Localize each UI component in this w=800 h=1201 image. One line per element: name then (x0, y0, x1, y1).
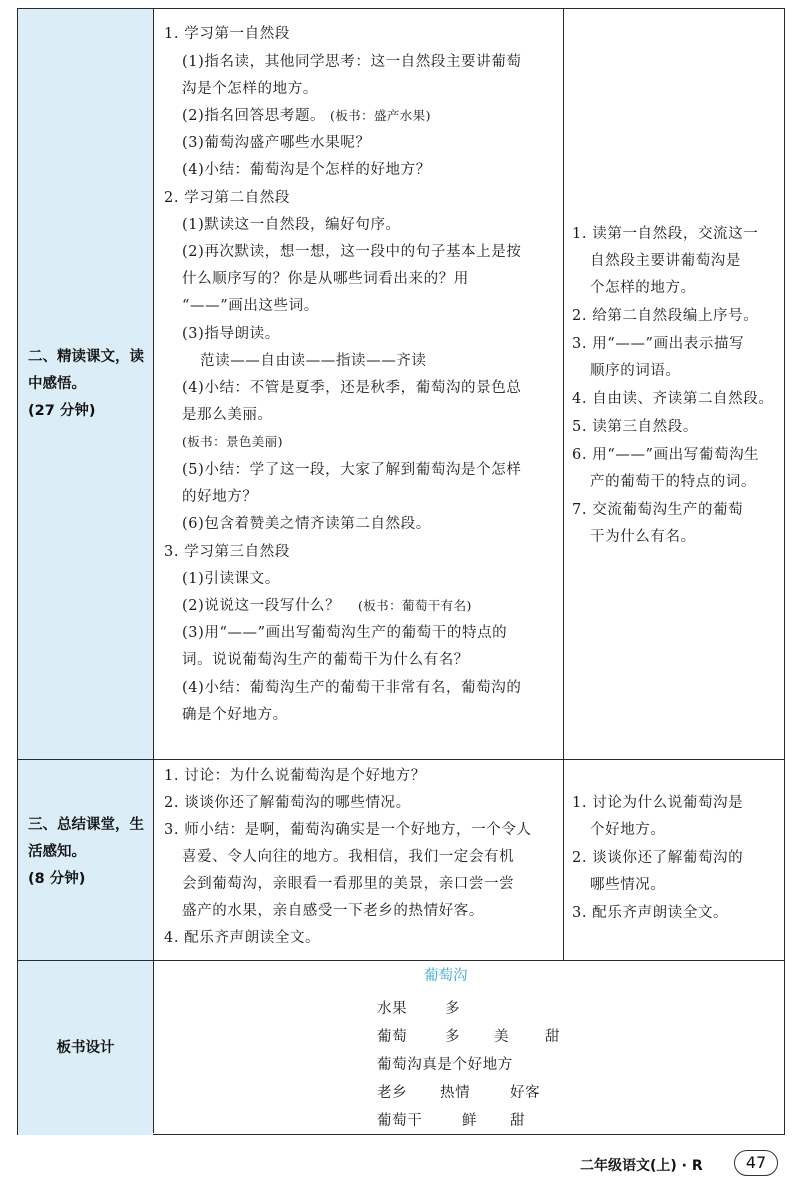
student-line: 自然段主要讲葡萄沟是 (590, 253, 741, 269)
board-word: 美 (494, 1029, 510, 1045)
row-divider (18, 759, 784, 760)
page-number: 47 (734, 1150, 778, 1176)
activity-line: 3. 学习第三自然段 (164, 544, 290, 560)
activity-line: 是那么美丽。 (182, 407, 273, 423)
activity-line: (4)小结：葡萄沟生产的葡萄干非常有名，葡萄沟的 (182, 680, 522, 696)
activity-line: 2. 谈谈你还了解葡萄沟的哪些情况。 (164, 795, 411, 811)
board-word: 葡萄干 (377, 1113, 423, 1129)
activity-line: 1. 学习第一自然段 (164, 26, 290, 42)
board-note: (板书：盛产水果) (330, 108, 431, 123)
activity-line: 确是个好地方。 (182, 707, 288, 723)
student-line: 1. 讨论为什么说葡萄沟是 (572, 795, 744, 811)
student-line: 个怎样的地方。 (590, 280, 696, 296)
activity-line: 喜爱、令人向往的地方。我相信，我们一定会有机 (182, 849, 515, 865)
activity-line: 3. 师小结：是啊，葡萄沟确实是一个好地方，一个令人 (164, 822, 532, 838)
activity-line: (3)指导朗读。 (182, 326, 280, 342)
activity-line: (1)默读这一自然段，编好句序。 (182, 217, 401, 233)
student-line: 4. 自由读、齐读第二自然段。 (572, 391, 774, 407)
board-word: 水果 (377, 1001, 408, 1017)
activity-line: (3)葡萄沟盛产哪些水果呢？ (182, 135, 371, 151)
activity-line: 会到葡萄沟，亲眼看一看那里的美景，亲口尝一尝 (182, 876, 515, 892)
board-title: 葡萄沟 (424, 968, 468, 984)
board-word: 热情 (440, 1085, 471, 1101)
section-three-title: 三、总结课堂，生活感知。 (28, 817, 144, 860)
activity-line: 词。说说葡萄沟生产的葡萄干为什么有名？ (182, 652, 469, 668)
column-divider (153, 9, 154, 1133)
activity-line: (2)再次默读，想一想，这一段中的句子基本上是按 (182, 244, 522, 260)
activity-line: (3)用“——”画出写葡萄沟生产的葡萄干的特点的 (182, 625, 508, 641)
section-three-label-cell (18, 760, 153, 960)
student-line: 产的葡萄干的特点的词。 (590, 474, 757, 490)
board-sentence: 葡萄沟真是个好地方 (377, 1057, 513, 1073)
activity-line: (1)指名读，其他同学思考：这一自然段主要讲葡萄 (182, 54, 522, 70)
book-title: 二年级语文(上) · R (580, 1158, 703, 1174)
column-divider (563, 9, 564, 960)
student-line: 2. 谈谈你还了解葡萄沟的 (572, 850, 744, 866)
student-line: 3. 用“——”画出表示描写 (572, 336, 745, 352)
activity-line: (4)小结：不管是夏季，还是秋季，葡萄沟的景色总 (182, 380, 522, 396)
board-word: 多 (445, 1001, 461, 1017)
activity-line: 2. 学习第二自然段 (164, 190, 290, 206)
activity-line: 的好地方？ (182, 489, 258, 505)
activity-line: (6)包含着赞美之情齐读第二自然段。 (182, 516, 431, 532)
student-line: 干为什么有名。 (590, 529, 696, 545)
activity-line: (2)指名回答思考题。 (182, 108, 326, 124)
student-line: 6. 用“——”画出写葡萄沟生 (572, 447, 760, 463)
activity-line: 什么顺序写的？你是从哪些词看出来的？用 (182, 271, 469, 287)
activity-line: 沟是个怎样的地方。 (182, 81, 318, 97)
board-word: 甜 (545, 1029, 561, 1045)
section-two-label-cell (18, 9, 153, 759)
student-line: 哪些情况。 (590, 877, 666, 893)
activity-line: (5)小结：学了这一段，大家了解到葡萄沟是个怎样 (182, 462, 522, 478)
activity-line: (4)小结：葡萄沟是个怎样的好地方？ (182, 162, 431, 178)
board-word: 老乡 (377, 1085, 408, 1101)
activity-line: 4. 配乐齐声朗读全文。 (164, 930, 321, 946)
row-divider (18, 960, 784, 961)
activity-line: (1)引读课文。 (182, 571, 280, 587)
student-line: 2. 给第二自然段编上序号。 (572, 308, 759, 324)
activity-line: (2)说说这一段写什么？ (182, 598, 341, 614)
student-line: 个好地方。 (590, 822, 666, 838)
section-three-time: (8 分钟) (28, 871, 86, 887)
board-word: 甜 (510, 1113, 526, 1129)
activity-line: 范读——自由读——指读——齐读 (200, 353, 427, 369)
section-two-title: 二、精读课文，读中感悟。 (28, 349, 144, 392)
board-label-cell (18, 961, 153, 1135)
board-word: 葡萄 (377, 1029, 408, 1045)
section-two-time: (27 分钟) (28, 403, 96, 419)
board-note: (板书：葡萄干有名) (358, 598, 472, 613)
activity-line: 1. 讨论：为什么说葡萄沟是个好地方？ (164, 768, 426, 784)
board-word: 好客 (510, 1085, 541, 1101)
board-note: (板书：景色美丽) (182, 434, 283, 449)
activity-line: 盛产的水果，亲自感受一下老乡的热情好客。 (182, 903, 484, 919)
board-word: 鲜 (462, 1113, 478, 1129)
student-line: 5. 读第三自然段。 (572, 419, 698, 435)
board-word: 多 (445, 1029, 461, 1045)
board-label: 板书设计 (56, 1040, 115, 1056)
student-line: 顺序的词语。 (590, 363, 681, 379)
student-line: 1. 读第一自然段，交流这一 (572, 226, 759, 242)
activity-line: “——”画出这些词。 (182, 298, 319, 314)
student-line: 3. 配乐齐声朗读全文。 (572, 905, 729, 921)
student-line: 7. 交流葡萄沟生产的葡萄 (572, 502, 744, 518)
